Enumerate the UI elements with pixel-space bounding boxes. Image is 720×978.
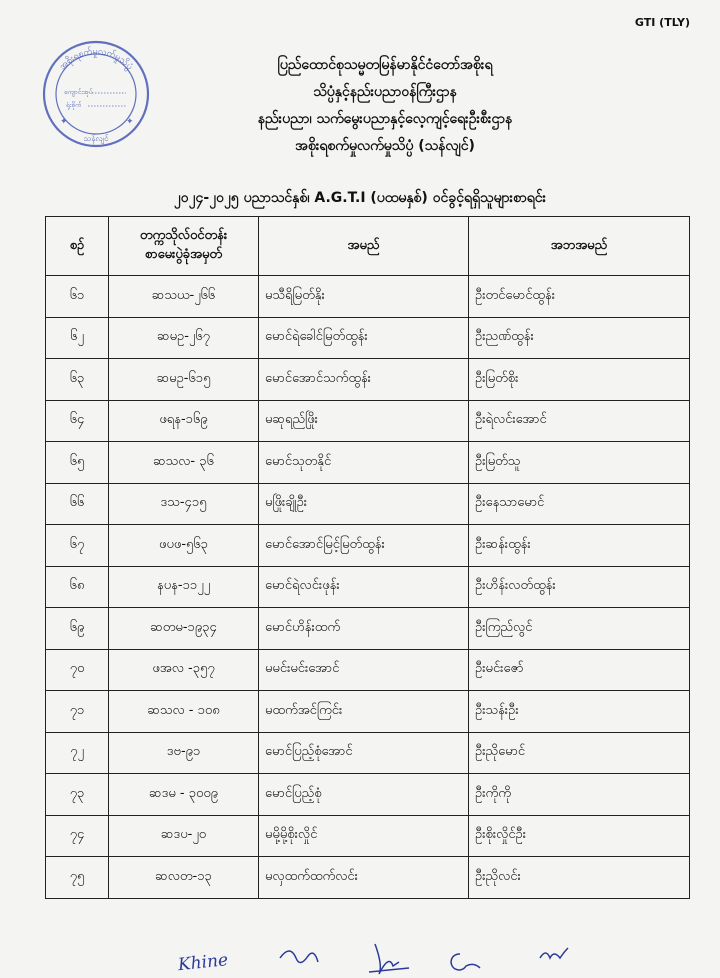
row-name: မောင်ဟိန်းထက် [259,608,469,650]
header-exam-id-line-2: စာမေးပွဲခုံအမှတ် [144,247,223,262]
table-row [46,691,690,733]
row-name: မောင်သုတနိုင် [259,442,469,484]
row-name: မလှထက်ထက်လင်း [259,857,469,899]
header-exam-id [109,217,259,276]
row-no: ၇၅ [46,857,109,899]
row-no: ၇၂ [46,732,109,774]
row-exam-id: ဆတမ-၁၉၃၄ [109,608,259,650]
signature-5 [540,948,568,958]
row-name: မောင်အောင်သက်ထွန်း [259,359,469,401]
row-exam-id: ဆဒပ-၂၀ [109,815,259,857]
official-seal [40,38,152,150]
signature-2 [280,951,318,963]
signature-3 [369,944,409,974]
seal-line-1: ကျောင်းအုပ် [64,88,93,96]
row-no: ၆၇ [46,525,109,567]
table-row [46,774,690,816]
row-exam-id: နပန-၁၁၂၂ [109,566,259,608]
row-name: မောင်ရဲခေါင်မြတ်ထွန်း [259,317,469,359]
seal-line-2: ရုံးစိုက် [66,101,82,109]
row-no: ၇၁ [46,691,109,733]
row-name: မောင်အောင်မြင့်မြတ်ထွန်း [259,525,469,567]
table-row [46,732,690,774]
header-name: အမည် [259,217,469,276]
row-name: မမင်းမင်းအောင် [259,649,469,691]
row-name: မဆုရည်ဖြိုး [259,400,469,442]
table-body [46,276,690,899]
row-no: ၆၈ [46,566,109,608]
table-row [46,525,690,567]
seal-arc-text: အစိုးရစက်မှုလက်မှုသိပ္ပံ [57,46,135,73]
list-title: ၂၀၂၄-၂၀၂၅ ပညာသင်နှစ်၊ A.G.T.I (ပထမနှစ်) ဝင်ခွင့်ရရှိသူများစာရင်း [173,190,547,206]
row-no: ၆၁ [46,276,109,318]
admission-table [45,216,690,899]
table-row [46,483,690,525]
row-exam-id: ဆမဥ-၆၁၅ [109,359,259,401]
row-father-name: ဦးကိုကို [469,774,690,816]
header-line-3: နည်းပညာ၊ သက်မွေးပညာနှင့်လေ့ကျင့်ရေးဦးစီးဌာန [257,111,513,127]
row-no: ၆၉ [46,608,109,650]
row-father-name: ဦးစိုးလှိုင်ဦး [469,815,690,857]
seal-star-icon: ✦ [60,117,68,127]
table-row [46,276,690,318]
row-no: ၆၆ [46,483,109,525]
header-father: အဘအမည် [469,217,690,276]
row-exam-id: ဆဒမ - ၃၀၀၉ [109,774,259,816]
row-no: ၇၃ [46,774,109,816]
row-father-name: ဦးမြတ်သူ [469,442,690,484]
row-exam-id: ဖရန-၁၆၉ [109,400,259,442]
header-line-2: သိပ္ပံနှင့်နည်းပညာဝန်ကြီးဌာန [313,84,457,100]
row-father-name: ဦးညဏ်ထွန်း [469,317,690,359]
table-row [46,857,690,899]
signature-4 [451,954,480,970]
row-no: ၆၄ [46,400,109,442]
row-name: မသီရိမြတ်နိုး [259,276,469,318]
row-father-name: ဦးညိုလင်း [469,857,690,899]
row-name: မောင်ရဲလင်းဖုန်း [259,566,469,608]
table-row [46,359,690,401]
row-father-name: ဦးတင်မောင်ထွန်း [469,276,690,318]
row-father-name: ဦးဟိန်းလတ်ထွန်း [469,566,690,608]
row-name: မဖြိုးချိုဦး [259,483,469,525]
row-exam-id: ဆသလ - ၁၀၈ [109,691,259,733]
table-row [46,649,690,691]
row-father-name: ဦးမြတ်စိုး [469,359,690,401]
row-exam-id: ဒဗ-၉၁ [109,732,259,774]
header-line-1: ပြည်ထောင်စုသမ္မတမြန်မာနိုင်ငံတော်အစိုးရ [277,57,493,73]
row-father-name: ဦးသန်းဦး [469,691,690,733]
table-row [46,400,690,442]
row-father-name: ဦးနေသာမောင် [469,483,690,525]
row-exam-id: ဆသယ-၂၆၆ [109,276,259,318]
row-no: ၇၀ [46,649,109,691]
row-no: ၆၂ [46,317,109,359]
row-no: ၇၄ [46,815,109,857]
table-row [46,317,690,359]
row-exam-id: ဖပဖ-၅၆၃ [109,525,259,567]
header-line-4: အစိုးရစက်မှုလက်မှုသိပ္ပံ (သန်လျင်) [295,138,475,154]
row-no: ၆၃ [46,359,109,401]
row-name: မောင်ပြည့်စုံ [259,774,469,816]
row-exam-id: ဖအလ -၃၅၇ [109,649,259,691]
row-exam-id: ဆမဥ-၂၆၇ [109,317,259,359]
document-code: GTI (TLY) [634,16,690,29]
row-name: မောင်ပြည့်စုံအောင် [259,732,469,774]
table-row [46,442,690,484]
signature-1: Khine [177,950,230,976]
row-father-name: ဦးကြည်လွင် [469,608,690,650]
row-exam-id: ဆလတ-၁၃ [109,857,259,899]
seal-bottom-text: သန်လျင် [83,134,109,143]
row-no: ၆၅ [46,442,109,484]
header-no: စဉ် [46,217,109,276]
row-name: မထက်အင်ကြင်း [259,691,469,733]
row-father-name: ဦးဆန်းထွန်း [469,525,690,567]
row-father-name: ဦးမင်းဇော် [469,649,690,691]
table-row [46,815,690,857]
header-exam-id-line-1: တက္ကသိုလ်ဝင်တန်း [139,228,228,243]
row-name: မမို့မို့စိုးလှိုင် [259,815,469,857]
row-exam-id: ဒသ-၄၁၅ [109,483,259,525]
document-header [150,52,620,160]
row-exam-id: ဆသလ- ၃၆ [109,442,259,484]
signatures-area [170,938,590,978]
table-row [46,566,690,608]
row-father-name: ဦးရဲလင်းအောင် [469,400,690,442]
row-father-name: ဦးညိုမောင် [469,732,690,774]
table-row [46,608,690,650]
table-header-row [46,217,690,276]
seal-star-icon: ✦ [126,117,134,127]
